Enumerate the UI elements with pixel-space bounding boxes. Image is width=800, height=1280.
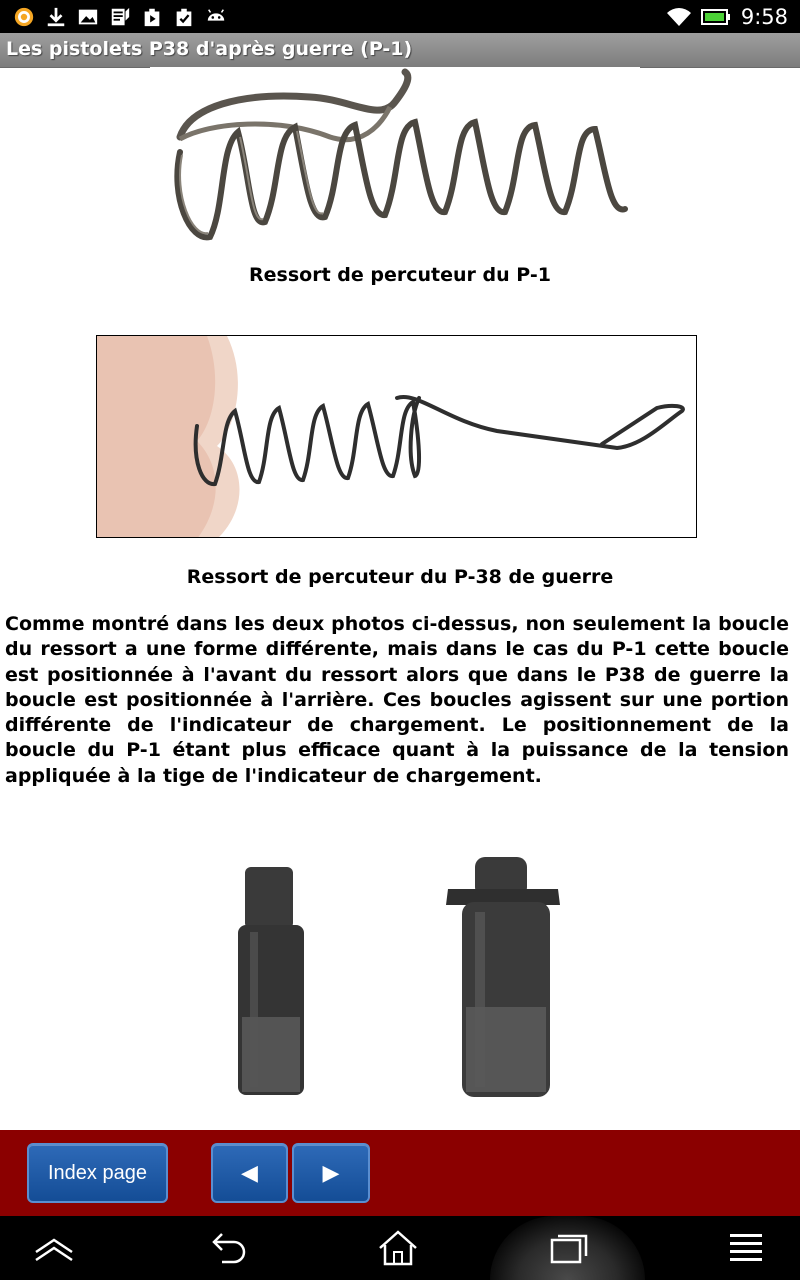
p38-spring-photo <box>97 336 697 538</box>
previous-arrow-icon: ◀ <box>241 1160 258 1185</box>
news-icon <box>108 6 132 28</box>
loading-indicator-pins-photo <box>200 847 600 1130</box>
task-check-icon <box>172 6 196 28</box>
page-title: Les pistolets P38 d'après guerre (P-1) <box>6 38 413 60</box>
android-icon <box>204 6 228 28</box>
next-page-button[interactable] <box>292 1143 370 1203</box>
previous-page-button[interactable] <box>211 1143 288 1203</box>
page-navigation-bar <box>0 1130 800 1216</box>
clock: 9:58 <box>740 5 788 29</box>
menu-icon[interactable] <box>724 1228 768 1268</box>
download-icon <box>44 6 68 28</box>
image-icon <box>76 6 100 28</box>
article-paragraph: Comme montré dans les deux photos ci-dessus, non seulement la boucle du ressort a une forme différente, mais dans le cas du P-1 cette boucle est positionnée à l'avant du ressort alors que dans le P38 de guerre la boucle est positionnée à l'arrière. Ces boucles agissent sur une portion différente de l'indicateur de chargement. Le positionnement de la boucle du P-1 étant plus efficace quant à la puissance de la tension appliquée à la tige de l'indicateur de chargement. <box>5 613 789 787</box>
recent-apps-icon[interactable] <box>546 1228 590 1268</box>
title-bar <box>0 33 800 68</box>
system-navigation-bar <box>0 1216 800 1280</box>
next-arrow-icon: ▶ <box>322 1160 340 1185</box>
app-circle-icon <box>12 6 36 28</box>
back-icon[interactable] <box>206 1228 250 1268</box>
play-store-icon <box>140 6 164 28</box>
p1-spring-photo <box>150 67 640 253</box>
article-content[interactable] <box>0 67 800 1130</box>
status-bar <box>0 0 800 33</box>
notification-icons <box>12 5 236 29</box>
p38-spring-photo-frame <box>96 335 697 538</box>
battery-icon <box>701 7 731 27</box>
index-page-button[interactable]: Index page <box>27 1143 168 1203</box>
system-status <box>665 3 788 31</box>
caption-p38-spring: Ressort de percuteur du P-38 de guerre <box>186 566 614 588</box>
wifi-icon <box>665 5 693 29</box>
navigation-up-icon[interactable] <box>32 1228 76 1268</box>
caption-p1-spring: Ressort de percuteur du P-1 <box>249 264 551 286</box>
home-icon[interactable] <box>376 1228 420 1268</box>
